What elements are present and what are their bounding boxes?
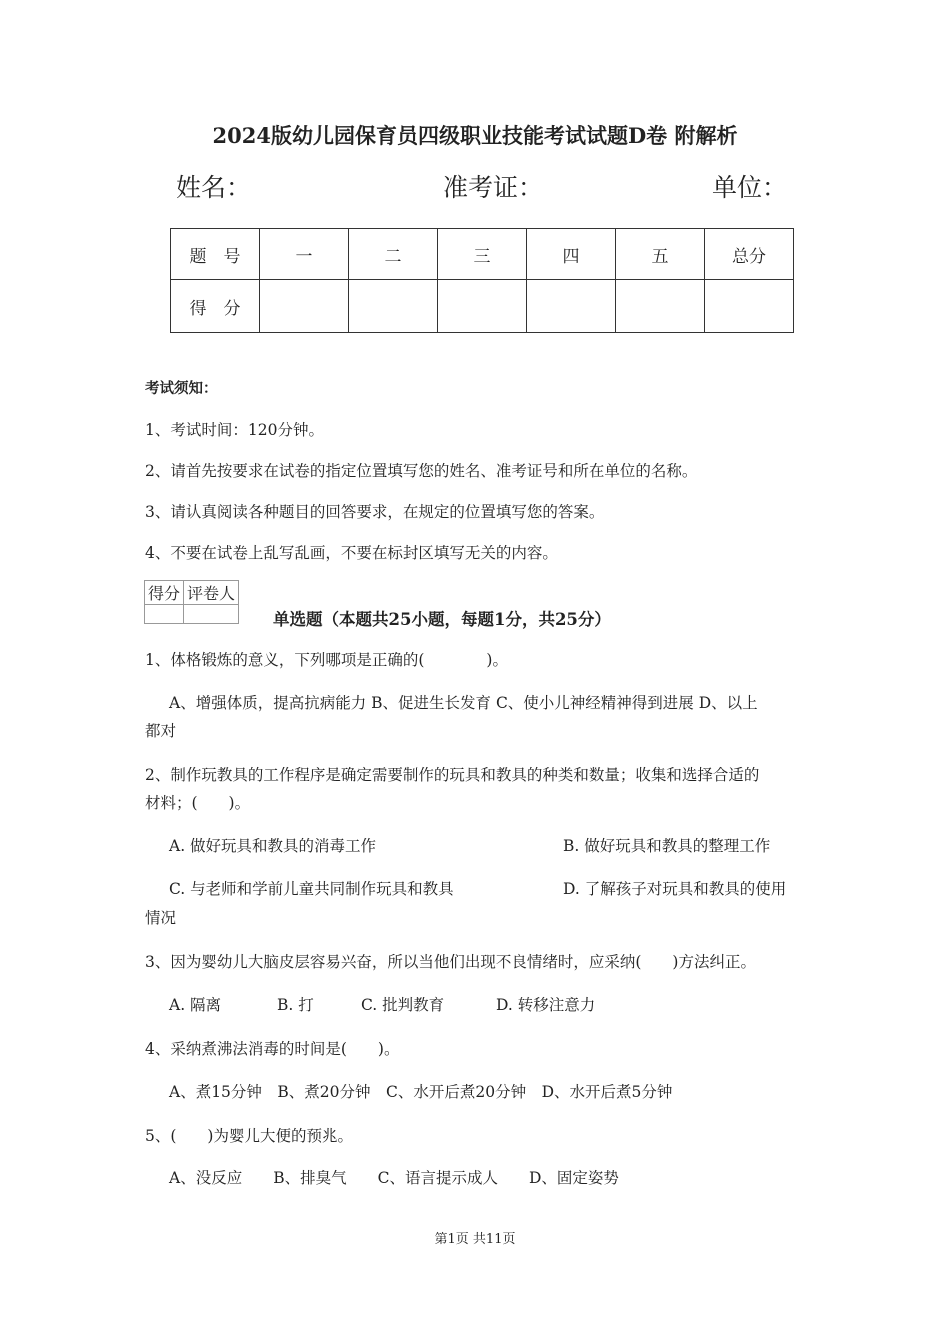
score-cell-label: 题 号 bbox=[171, 229, 260, 280]
question-2-stem: 2、制作玩教具的工作程序是确定需要制作的玩具和教具的种类和数量；收集和选择合适的 bbox=[145, 766, 760, 784]
score-input-2[interactable] bbox=[349, 280, 438, 333]
question-2-option-c: C. 与老师和学前儿童共同制作玩具和教具 bbox=[169, 880, 454, 898]
score-input-1[interactable] bbox=[260, 280, 349, 333]
question-1-options-cont: 都对 bbox=[145, 722, 177, 740]
question-2-option-d-cont: 情况 bbox=[145, 909, 177, 927]
score-cell-1: 一 bbox=[260, 229, 349, 280]
grader-box bbox=[144, 580, 239, 624]
notice-item: 3、请认真阅读各种题目的回答要求，在规定的位置填写您的答案。 bbox=[145, 503, 605, 521]
score-cell-5: 五 bbox=[616, 229, 705, 280]
question-5-stem: 5、( )为婴儿大便的预兆。 bbox=[145, 1127, 353, 1145]
score-input-3[interactable] bbox=[438, 280, 527, 333]
notice-item: 2、请首先按要求在试卷的指定位置填写您的姓名、准考证号和所在单位的名称。 bbox=[145, 462, 698, 480]
unit-label: 单位： bbox=[712, 173, 788, 202]
notice-heading: 考试须知： bbox=[145, 380, 218, 397]
section-title: 单选题（本题共25小题，每题1分，共25分） bbox=[273, 610, 611, 629]
question-3-option-a: A. 隔离 bbox=[169, 996, 222, 1014]
question-5-options: A、没反应 B、排臭气 C、语言提示成人 D、固定姿势 bbox=[169, 1169, 619, 1187]
question-2-option-b: B. 做好玩具和教具的整理工作 bbox=[563, 837, 771, 855]
grader-name-label: 评卷人 bbox=[184, 581, 239, 605]
grader-name-cell[interactable] bbox=[184, 605, 239, 624]
question-3-option-b: B. 打 bbox=[277, 996, 314, 1014]
score-cell-3: 三 bbox=[438, 229, 527, 280]
page-footer: 第1页 共11页 bbox=[434, 1232, 516, 1247]
name-label: 姓名： bbox=[176, 173, 252, 202]
score-cell-4: 四 bbox=[527, 229, 616, 280]
score-table bbox=[170, 228, 794, 333]
question-2-option-d: D. 了解孩子对玩具和教具的使用 bbox=[563, 880, 787, 898]
score-input-5[interactable] bbox=[616, 280, 705, 333]
page-title: 2024版幼儿园保育员四级职业技能考试试题D卷 附解析 bbox=[212, 123, 738, 148]
score-table-header-row bbox=[171, 229, 794, 280]
grader-score-label: 得分 bbox=[145, 581, 184, 605]
notice-item: 4、不要在试卷上乱写乱画，不要在标封区填写无关的内容。 bbox=[145, 544, 558, 562]
question-1-stem: 1、体格锻炼的意义，下列哪项是正确的( )。 bbox=[145, 651, 508, 669]
score-input-total[interactable] bbox=[705, 280, 794, 333]
grader-score-cell[interactable] bbox=[145, 605, 184, 624]
question-4-stem: 4、采纳煮沸法消毒的时间是( )。 bbox=[145, 1040, 400, 1058]
question-3-stem: 3、因为婴幼儿大脑皮层容易兴奋，所以当他们出现不良情绪时，应采纳( )方法纠正。 bbox=[145, 953, 756, 971]
question-4-options: A、煮15分钟 B、煮20分钟 C、水开后煮20分钟 D、水开后煮5分钟 bbox=[169, 1083, 673, 1101]
question-3-option-d: D. 转移注意力 bbox=[496, 996, 596, 1014]
question-3-option-c: C. 批判教育 bbox=[361, 996, 445, 1014]
score-table-score-row bbox=[171, 280, 794, 333]
score-cell-total: 总分 bbox=[705, 229, 794, 280]
score-cell-2: 二 bbox=[349, 229, 438, 280]
exam-id-label: 准考证： bbox=[443, 173, 544, 202]
score-input-4[interactable] bbox=[527, 280, 616, 333]
notice-item: 1、考试时间：120分钟。 bbox=[145, 421, 324, 439]
question-2-option-a: A. 做好玩具和教具的消毒工作 bbox=[169, 837, 377, 855]
score-row-label: 得 分 bbox=[171, 280, 260, 333]
question-1-options: A、增强体质，提高抗病能力 B、促进生长发育 C、使小儿神经精神得到进展 D、以上 bbox=[169, 694, 758, 712]
question-2-stem-cont: 材料；( )。 bbox=[145, 794, 251, 812]
